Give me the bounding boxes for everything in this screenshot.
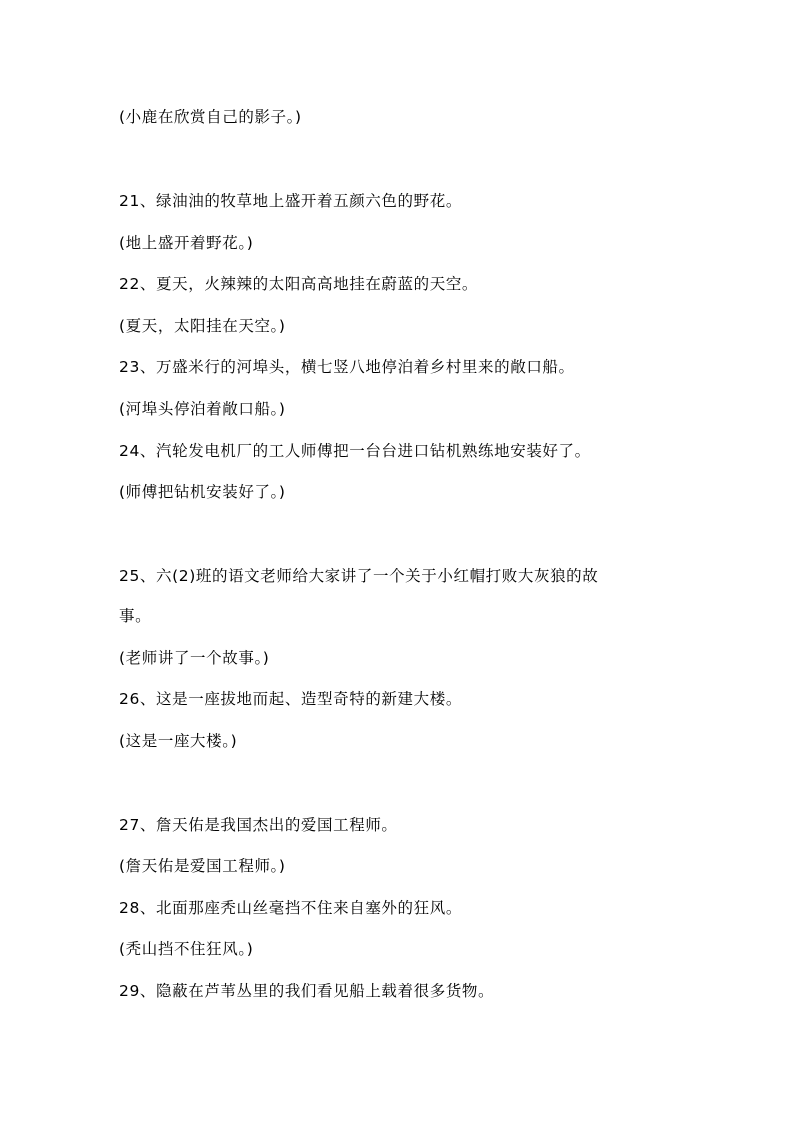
- sentence-23: 23、万盛米行的河埠头，横七竖八地停泊着乡村里来的敞口船。: [119, 358, 575, 376]
- sentence-24: 24、汽轮发电机厂的工人师傅把一台台进口钻机熟练地安装好了。: [119, 442, 591, 460]
- answer-20: (小鹿在欣赏自己的影子。): [119, 108, 302, 126]
- answer-21: (地上盛开着野花。): [119, 234, 254, 252]
- answer-24: (师傅把钻机安装好了。): [119, 483, 286, 501]
- sentence-25: 25、六(2)班的语文老师给大家讲了一个关于小红帽打败大灰狼的故: [119, 567, 599, 585]
- sentence-26: 26、这是一座拔地而起、造型奇特的新建大楼。: [119, 690, 462, 708]
- sentence-25-continued: 事。: [119, 607, 152, 625]
- sentence-27: 27、詹天佑是我国杰出的爱国工程师。: [119, 816, 398, 834]
- answer-25: (老师讲了一个故事。): [119, 649, 270, 667]
- sentence-21: 21、绿油油的牧草地上盛开着五颜六色的野花。: [119, 192, 462, 210]
- answer-27: (詹天佑是爱国工程师。): [119, 857, 286, 875]
- answer-23: (河埠头停泊着敞口船。): [119, 400, 286, 418]
- sentence-28: 28、北面那座秃山丝毫挡不住来自塞外的狂风。: [119, 899, 462, 917]
- sentence-22: 22、夏天，火辣辣的太阳高高地挂在蔚蓝的天空。: [119, 275, 479, 293]
- answer-28: (秃山挡不住狂风。): [119, 940, 254, 958]
- answer-26: (这是一座大楼。): [119, 732, 238, 750]
- answer-22: (夏天，太阳挂在天空。): [119, 317, 286, 335]
- sentence-29: 29、隐蔽在芦苇丛里的我们看见船上载着很多货物。: [119, 982, 495, 1000]
